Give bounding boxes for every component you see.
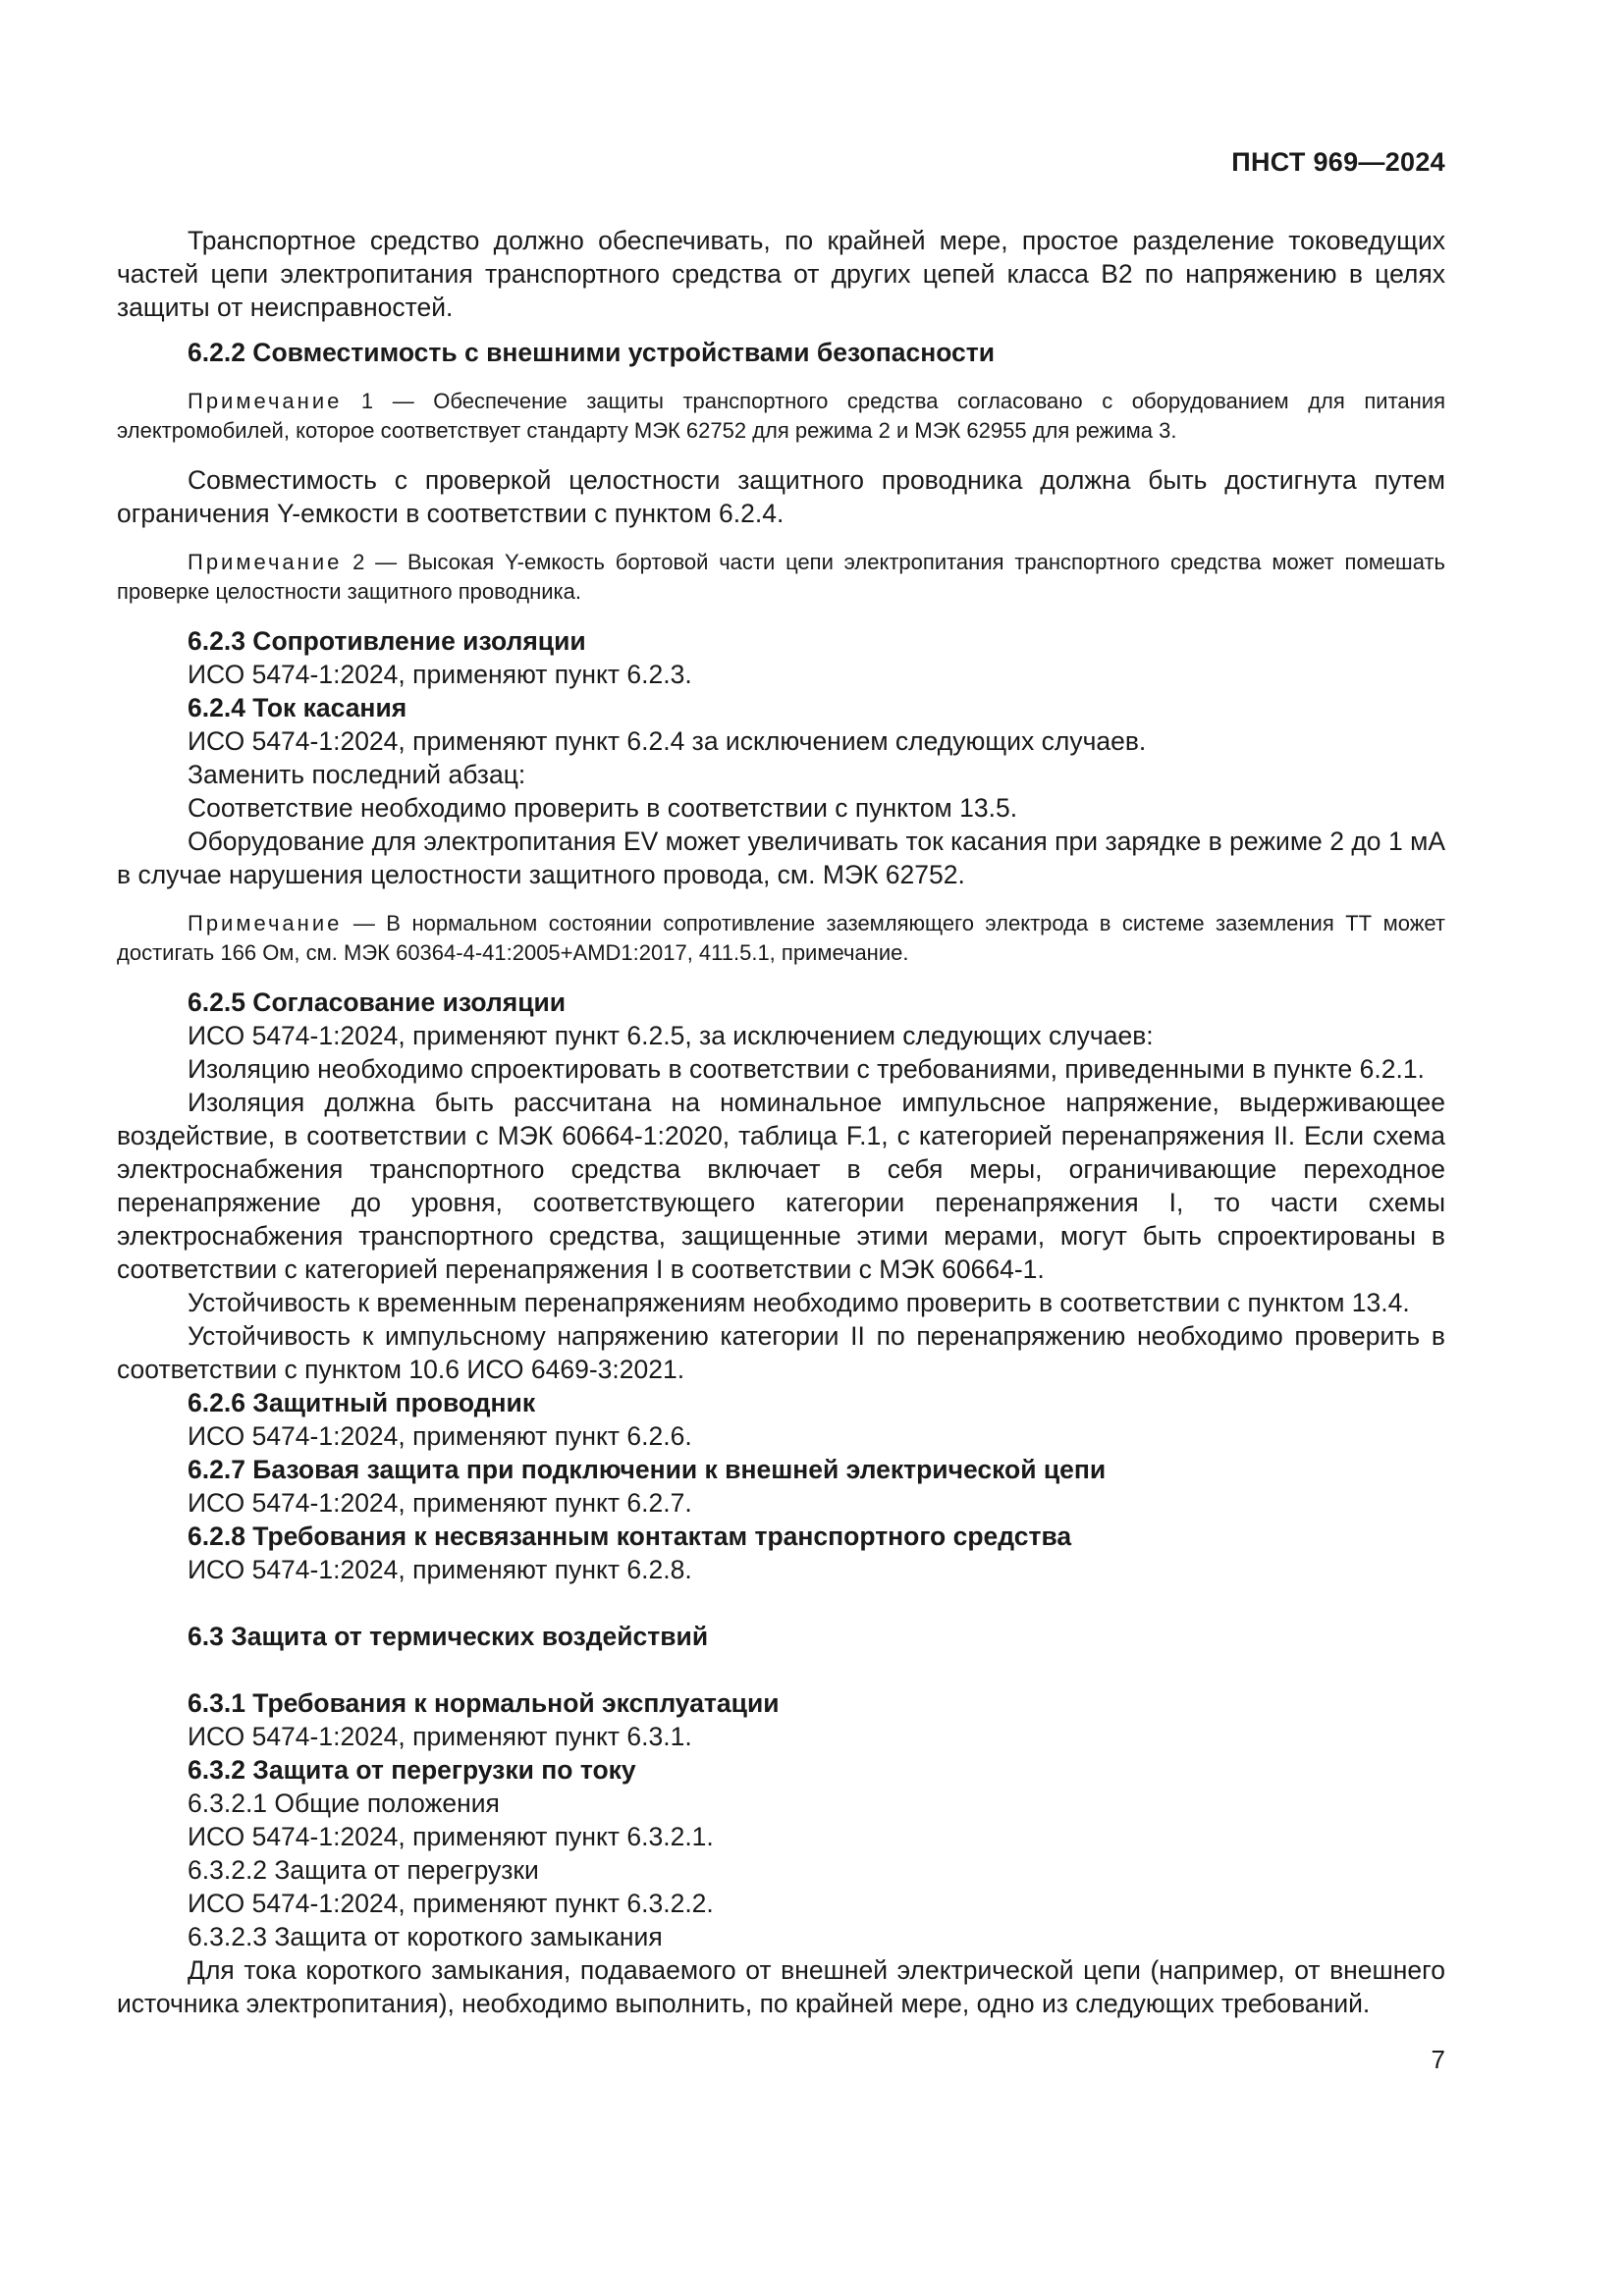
section-heading-6-3-1: 6.3.1 Требования к нормальной эксплуатации xyxy=(188,1688,780,1718)
subsection-title-6-3-2-3: 6.3.2.3 Защита от короткого замыкания xyxy=(188,1922,663,1951)
section-heading-6-2-3: 6.2.3 Сопротивление изоляции xyxy=(188,626,586,656)
note-text: 2 — Высокая Y-емкость бортовой части цепи электропитания транспортного средства может помешать проверке целостности защитного проводника. xyxy=(117,550,1445,604)
paragraph: Совместимость с проверкой целостности защитного проводника должна быть достигнута путем ограничения Y-емкости в соответствии с пунктом 6.2.4. xyxy=(117,465,1445,528)
paragraph: ИСО 5474-1:2024, применяют пункт 6.3.2.2. xyxy=(188,1889,714,1918)
paragraph: Для тока короткого замыкания, подаваемого от внешней электрической цепи (например, от внешнего источника электропитания), необходимо выполнить, по крайней мере, одно из следующих требований. xyxy=(117,1955,1445,2018)
paragraph: ИСО 5474-1:2024, применяют пункт 6.3.2.1. xyxy=(188,1822,714,1851)
section-heading-6-3: 6.3 Защита от термических воздействий xyxy=(188,1622,709,1651)
note-label: Примечание xyxy=(188,911,343,935)
note-text: — В нормальном состоянии сопротивление заземляющего электрода в системе заземления ТТ может достигать 166 Ом, см. МЭК 60364-4-41:2005+AMD1:2017, 411.5.1, примечание. xyxy=(117,911,1445,965)
paragraph: Устойчивость к временным перенапряжениям необходимо проверить в соответствии с пунктом 13.4. xyxy=(188,1288,1410,1317)
section-heading-6-2-5: 6.2.5 Согласование изоляции xyxy=(188,988,567,1017)
section-heading-6-2-8: 6.2.8 Требования к несвязанным контактам транспортного средства xyxy=(188,1522,1072,1551)
paragraph: ИСО 5474-1:2024, применяют пункт 6.2.3. xyxy=(188,660,692,689)
paragraph: Заменить последний абзац: xyxy=(188,760,526,789)
paragraph: ИСО 5474-1:2024, применяют пункт 6.2.4 за исключением следующих случаев. xyxy=(188,726,1147,756)
section-heading-6-2-2: 6.2.2 Совместимость с внешними устройствами безопасности xyxy=(188,338,996,367)
paragraph: ИСО 5474-1:2024, применяют пункт 6.2.7. xyxy=(188,1488,692,1518)
paragraph: ИСО 5474-1:2024, применяют пункт 6.2.5, за исключением следующих случаев: xyxy=(188,1021,1154,1050)
note-2 xyxy=(117,548,1445,607)
section-heading-6-3-2: 6.3.2 Защита от перегрузки по току xyxy=(188,1755,636,1785)
paragraph: Изоляцию необходимо спроектировать в соответствии с требованиями, приведенными в пункте 6.2.1. xyxy=(188,1054,1425,1084)
note-3 xyxy=(117,909,1445,968)
note-1 xyxy=(117,387,1445,446)
paragraph: ИСО 5474-1:2024, применяют пункт 6.3.1. xyxy=(188,1722,692,1751)
paragraph: Оборудование для электропитания EV может увеличивать ток касания при зарядке в режиме 2 до 1 мА в случае нарушения целостности защитного провода, см. МЭК 62752. xyxy=(117,827,1445,889)
paragraph: ИСО 5474-1:2024, применяют пункт 6.2.8. xyxy=(188,1555,692,1584)
paragraph: Изоляция должна быть рассчитана на номинальное импульсное напряжение, выдерживающее воздействие, в соответствии с МЭК 60664-1:2020, таблица F.1, с категорией перенапряжения II. Если схема электроснабжения транспортного средства включает в себя меры, ограничивающие переходное перенапряжение до уровня, соответствующего категории перенапряжения I, то части схемы электроснабжения транспортного средства, защищенные этими мерами, могут быть спроектированы в соответствии с категорией перенапряжения I в соответствии с МЭК 60664-1. xyxy=(117,1088,1445,1284)
section-heading-6-2-6: 6.2.6 Защитный проводник xyxy=(188,1388,536,1417)
page-number: 7 xyxy=(1431,2045,1445,2074)
note-text: 1 — Обеспечение защиты транспортного средства согласовано с оборудованием для питания электромобилей, которое соответствует стандарту МЭК 62752 для режима 2 и МЭК 62955 для режима 3. xyxy=(117,389,1445,443)
document-id: ПНСТ 969—2024 xyxy=(1231,147,1445,177)
note-label: Примечание xyxy=(188,389,343,413)
note-label: Примечание xyxy=(188,550,343,574)
paragraph: ИСО 5474-1:2024, применяют пункт 6.2.6. xyxy=(188,1421,692,1451)
paragraph: Устойчивость к импульсному напряжению категории II по перенапряжению необходимо проверить в соответствии с пунктом 10.6 ИСО 6469-3:2021. xyxy=(117,1321,1445,1384)
paragraph: Соответствие необходимо проверить в соответствии с пунктом 13.5. xyxy=(188,793,1018,823)
section-heading-6-2-7: 6.2.7 Базовая защита при подключении к внешней электрической цепи xyxy=(188,1455,1107,1484)
paragraph: Транспортное средство должно обеспечивать, по крайней мере, простое разделение токоведущих частей цепи электропитания транспортного средства от других цепей класса В2 по напряжению в целях защиты от неисправностей. xyxy=(117,226,1445,322)
subsection-title-6-3-2-1: 6.3.2.1 Общие положения xyxy=(188,1789,500,1818)
section-heading-6-2-4: 6.2.4 Ток касания xyxy=(188,693,407,722)
document-body xyxy=(117,224,1445,2020)
subsection-title-6-3-2-2: 6.3.2.2 Защита от перегрузки xyxy=(188,1855,539,1885)
